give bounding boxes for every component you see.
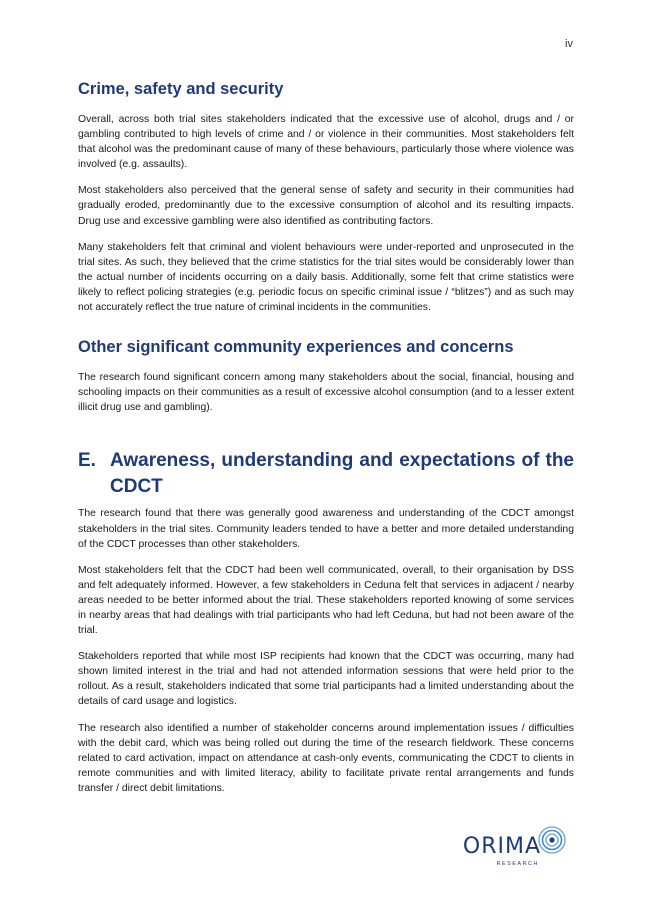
section-heading-crime: Crime, safety and security <box>78 80 284 98</box>
chapter-title: Awareness, understanding and expectations of the CDCT <box>110 450 574 498</box>
paragraph: Many stakeholders felt that criminal and violent behaviours were under-reported and unprosecuted in the trial sites. As such, they believed that the crime statistics for the trial sites would be considerably lower than the actual number of incidents occurring on a daily basis. Additionally, some felt that crime statistics were likely to reflect policing strategies (e.g. periodic focus on specific criminal issue / “blitzes”) and as such may not accurately reflect the true nature of criminal incidents in the communities. <box>78 241 574 314</box>
paragraph: Most stakeholders also perceived that the general sense of safety and security in their communities had gradually eroded, predominantly due to the excessive consumption of alcohol and its resulting impacts. Drug use and excessive gambling were also identified as contributing factors. <box>78 185 574 227</box>
paragraph: The research found significant concern among many stakeholders about the social, financial, housing and schooling impacts on their communities as a result of excessive alcohol consumption (and to a lesser extent illicit drug use and gambling). <box>78 372 574 414</box>
logo-wordmark: ORIMA <box>462 834 541 859</box>
chapter-letter: E. <box>78 450 96 472</box>
page-content <box>78 78 574 807</box>
logo-subtitle: RESEARCH <box>496 861 539 867</box>
section-heading-other-concerns: Other significant community experiences and concerns <box>78 338 514 357</box>
paragraph: Stakeholders reported that while most ISP recipients had known that the CDCT was occurring, many had shown limited interest in the trial and had not attended information sessions that were held prior to the rollout. As a result, stakeholders indicated that some trial participants had a limited understanding about the details of card usage and logistics. <box>78 651 574 708</box>
paragraph: Overall, across both trial sites stakeholders indicated that the excessive use of alcohol, drugs and / or gambling contributed to high levels of crime and / or violence in their communities. Most stakeholders felt that alcohol was the predominant cause of many of these behaviours, particularly those where violence was involved (e.g. assaults). <box>78 114 574 171</box>
chapter-heading <box>78 448 574 500</box>
paragraph: The research also identified a number of stakeholder concerns around implementation issues / difficulties with the debit card, which was being rolled out during the time of the research fieldwork. These concerns related to card activation, impact on attendance at cash-only events, communicating the CDCT to clients in remote communities and with limited literacy, ability to facilitate private rental arrangements and funds transfer / direct debit limitations. <box>78 722 574 794</box>
paragraph: Most stakeholders felt that the CDCT had been well communicated, overall, to their organisation by DSS and felt adequately informed. However, a few stakeholders in Ceduna felt that services in adjacent / nearby areas needed to be better informed about the trial. These stakeholders reported knowing of some services in nearby areas that had dealings with trial participants who had left Ceduna, but had not been aware of the trial. <box>78 564 574 637</box>
paragraph: The research found that there was generally good awareness and understanding of the CDCT amongst stakeholders in the trial sites. Community leaders tended to have a better and more detailed understanding of the CDCT processes than other stakeholders. <box>78 508 574 550</box>
logo-rings-icon <box>537 825 567 855</box>
page-number: iv <box>565 38 573 50</box>
orima-logo <box>463 835 567 867</box>
